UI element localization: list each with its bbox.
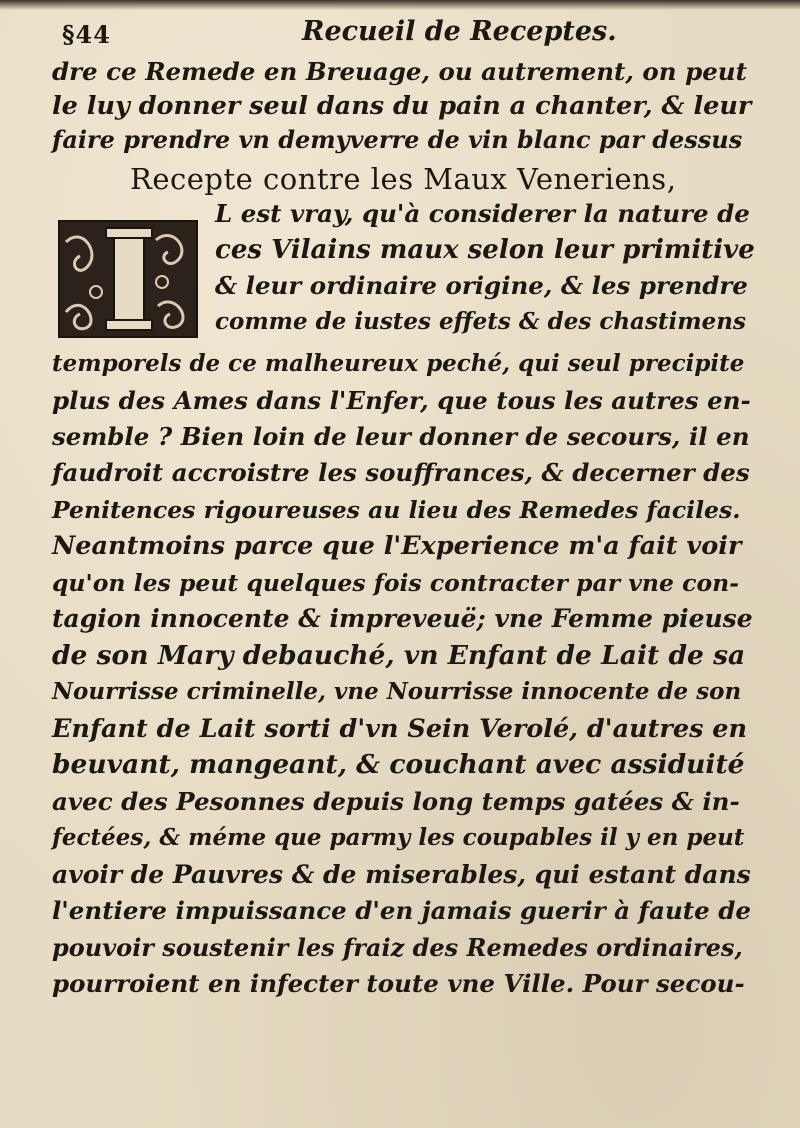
- text-line: fectées, & méme que parmy les coupables il y en peut: [52, 824, 745, 851]
- text-line: beuvant, mangeant, & couchant avec assiduité: [52, 749, 745, 780]
- drop-cap-ornament: [58, 220, 198, 338]
- text-line: Nourrisse criminelle, vne Nourrisse innocente de son: [52, 678, 742, 705]
- text-line: qu'on les peut quelques fois contracter par vne con-: [52, 569, 739, 597]
- text-line: de son Mary debauché, vn Enfant de Lait de sa: [52, 640, 746, 671]
- text-line: avec des Pesonnes depuis long temps gatées & in-: [52, 787, 740, 816]
- text-line: semble ? Bien loin de leur donner de secours, il en: [52, 422, 750, 451]
- text-line: faire prendre vn demyverre de vin blanc par dessus: [52, 125, 743, 154]
- text-line: L est vray, qu'à considerer la nature de: [215, 199, 750, 228]
- page-number: §44: [62, 20, 111, 49]
- text-line: ces Vilains maux selon leur primitive: [215, 235, 755, 265]
- text-line: Neantmoins parce que l'Experience m'a fait voir: [52, 531, 742, 561]
- text-line: plus des Ames dans l'Enfer, que tous les autres en-: [52, 386, 751, 415]
- running-title: Recueil de Receptes.: [302, 16, 617, 47]
- text-line: l'entiere impuissance d'en jamais guerir à faute de: [52, 896, 751, 925]
- text-line: pouvoir soustenir les fraiz des Remedes ordinaires,: [52, 933, 743, 962]
- page-edge-shadow: [0, 0, 800, 10]
- text-line: le luy donner seul dans du pain a chanter, & leur: [52, 91, 752, 121]
- text-line: temporels de ce malheureux peché, qui seul precipite: [52, 350, 745, 377]
- text-line: faudroit accroistre les souffrances, & decerner des: [52, 458, 750, 487]
- text-line: Penitences rigoureuses au lieu des Remedes faciles.: [52, 496, 741, 524]
- text-line: pourroient en infecter toute vne Ville. Pour secou-: [52, 969, 745, 998]
- section-heading: Recepte contre les Maux Veneriens,: [130, 162, 677, 196]
- text-line: dre ce Remede en Breuage, ou autrement, on peut: [52, 57, 747, 86]
- page-header: [62, 16, 762, 50]
- text-line: comme de iustes effets & des chastimens: [215, 308, 746, 335]
- text-line: Enfant de Lait sorti d'vn Sein Verolé, d'autres en: [52, 714, 748, 744]
- text-line: avoir de Pauvres & de miserables, qui estant dans: [52, 860, 751, 889]
- text-line: & leur ordinaire origine, & les prendre: [215, 271, 748, 300]
- text-line: tagion innocente & impreveuë; vne Femme pieuse: [52, 604, 753, 633]
- ornament-icon: [60, 222, 196, 336]
